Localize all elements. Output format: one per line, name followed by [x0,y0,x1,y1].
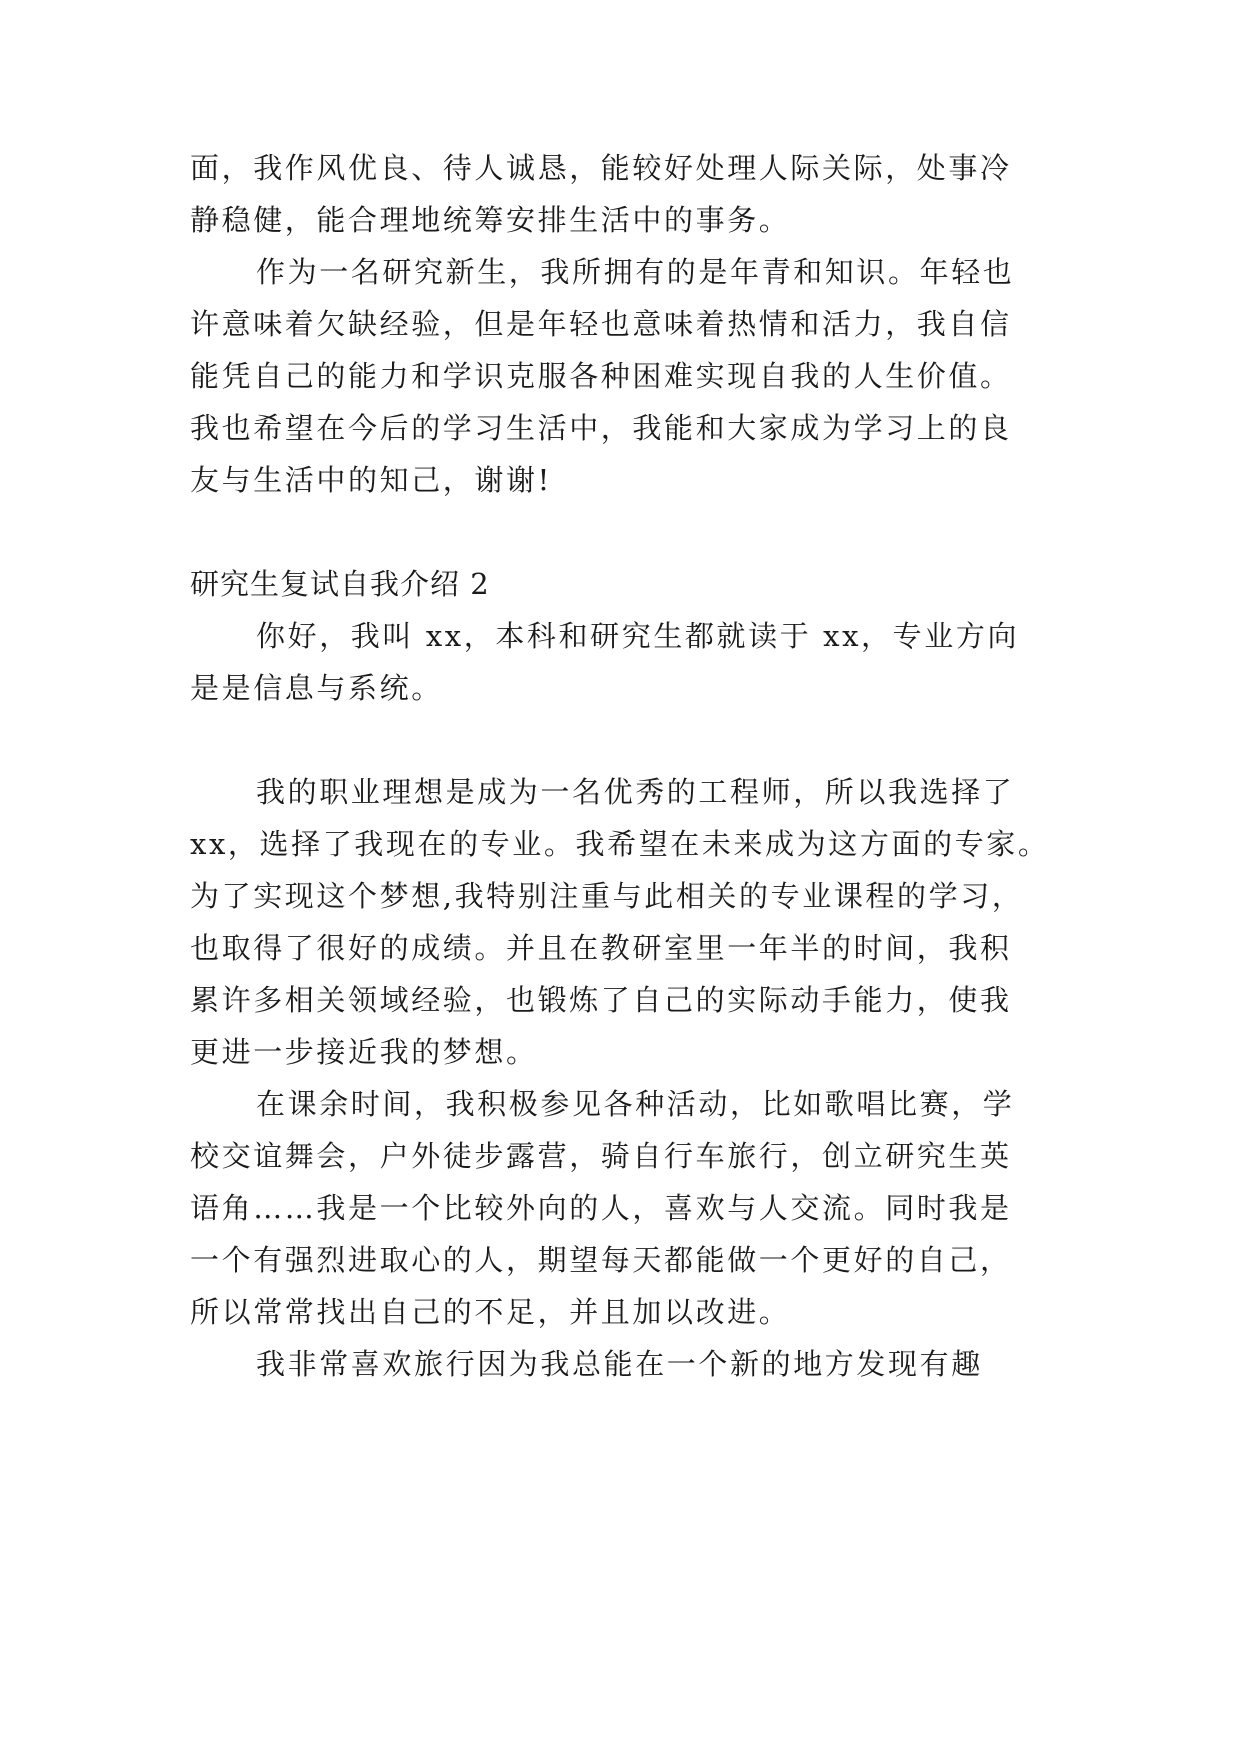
paragraph-line: 也取得了很好的成绩。并且在教研室里一年半的时间，我积 [190,931,1012,965]
paragraph-line: 我的职业理想是成为一名优秀的工程师，所以我选择了 [256,775,1015,809]
paragraph-line: 友与生活中的知己，谢谢! [190,463,552,497]
paragraph-line: 校交谊舞会，户外徒步露营，骑自行车旅行，创立研究生英 [190,1139,1012,1173]
paragraph-line: 我非常喜欢旅行因为我总能在一个新的地方发现有趣 [256,1347,983,1381]
paragraph-line: 是是信息与系统。 [190,671,443,705]
paragraph-line: 我也希望在今后的学习生活中，我能和大家成为学习上的良 [190,411,1012,445]
section-heading: 研究生复试自我介绍 2 [190,567,490,601]
paragraph-line: 累许多相关领域经验，也锻炼了自己的实际动手能力，使我 [190,983,1012,1017]
paragraph-line: 作为一名研究新生，我所拥有的是年青和知识。年轻也 [256,255,1015,289]
paragraph-line: 更进一步接近我的梦想。 [190,1035,538,1069]
paragraph-line: 静稳健，能合理地统筹安排生活中的事务。 [190,203,791,237]
paragraph-line: 许意味着欠缺经验，但是年轻也意味着热情和活力，我自信 [190,307,1012,341]
paragraph-line: 面，我作风优良、待人诚恳，能较好处理人际关际，处事冷 [190,151,1012,185]
paragraph-line: xx，选择了我现在的专业。我希望在未来成为这方面的专家。 [190,827,1050,861]
paragraph-line: 你好，我叫 xx，本科和研究生都就读于 xx，专业方向 [256,619,1020,653]
paragraph-line: 所以常常找出自己的不足，并且加以改进。 [190,1295,791,1329]
paragraph-line: 一个有强烈进取心的人，期望每天都能做一个更好的自己， [190,1243,1012,1277]
paragraph-line: 语角……我是一个比较外向的人，喜欢与人交流。同时我是 [190,1191,1012,1225]
paragraph-line: 能凭自己的能力和学识克服各种困难实现自我的人生价值。 [190,359,1012,393]
paragraph-line: 在课余时间，我积极参见各种活动，比如歌唱比赛，学 [256,1087,1015,1121]
paragraph-line: 为了实现这个梦想,我特别注重与此相关的专业课程的学习， [190,879,1024,913]
